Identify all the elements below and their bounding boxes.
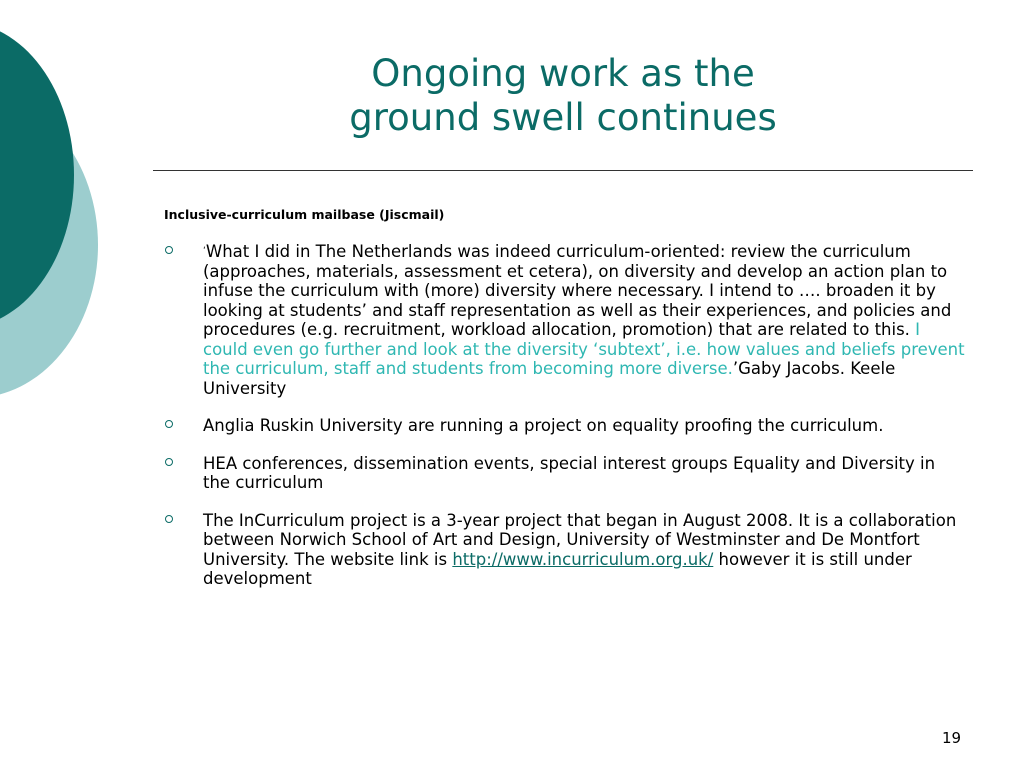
- title-line-2: ground swell continues: [349, 96, 777, 140]
- bullet-item-quote: [165, 242, 965, 398]
- bullet-item-hea: [165, 454, 965, 493]
- quote-open-mark: ‘: [203, 246, 206, 256]
- incurriculum-website-link[interactable]: http://www.incurriculum.org.uk/: [452, 549, 714, 569]
- bullet-circle-icon: [165, 246, 173, 254]
- subheading: Inclusive-curriculum mailbase (Jiscmail): [164, 207, 445, 222]
- bullet-circle-icon: [165, 420, 173, 428]
- bullet-text-before-link: The InCurriculum project is a 3-year project that began in August 2008. It is a collaboration between Norwich School of Art and Design, University of Westminster and De Montfort University. The website link is: [203, 510, 957, 569]
- bullet-item-incurriculum: [165, 511, 965, 589]
- bullet-circle-icon: [165, 515, 173, 523]
- bullet-text-after-link: however it is still under development: [203, 549, 912, 588]
- bullet-item-anglia-ruskin: [165, 416, 965, 436]
- title-divider: [153, 170, 973, 171]
- bullet-circle-icon: [165, 458, 173, 466]
- title-line-1: Ongoing work as the: [371, 52, 755, 95]
- quote-attribution: ’Gaby Jacobs. Keele University: [203, 359, 896, 398]
- bullet-text: HEA conferences, dissemination events, special interest groups Equality and Diversity in the curriculum: [203, 453, 936, 492]
- bullet-list: [165, 242, 965, 607]
- page-number: 19: [942, 729, 962, 747]
- quote-highlight-text: I could even go further and look at the diversity ‘subtext’, i.e. how values and beliefs prevent the curriculum, staff and students from becoming more diverse.: [203, 320, 965, 378]
- slide-title: [200, 52, 926, 141]
- quote-main-text: What I did in The Netherlands was indeed curriculum-oriented: review the curriculum (approaches, materials, assessment et cetera), on diversity and develop an action plan to infuse the curriculum with (more) diversity where necessary. I intend to …. broaden it by looking at students’ and staff representation as well as their experiences, and policies and procedures (e.g. recruitment, workload allocation, promotion) that are related to this.: [203, 242, 952, 339]
- bullet-text: Anglia Ruskin University are running a project on equality proofing the curriculum.: [203, 416, 884, 435]
